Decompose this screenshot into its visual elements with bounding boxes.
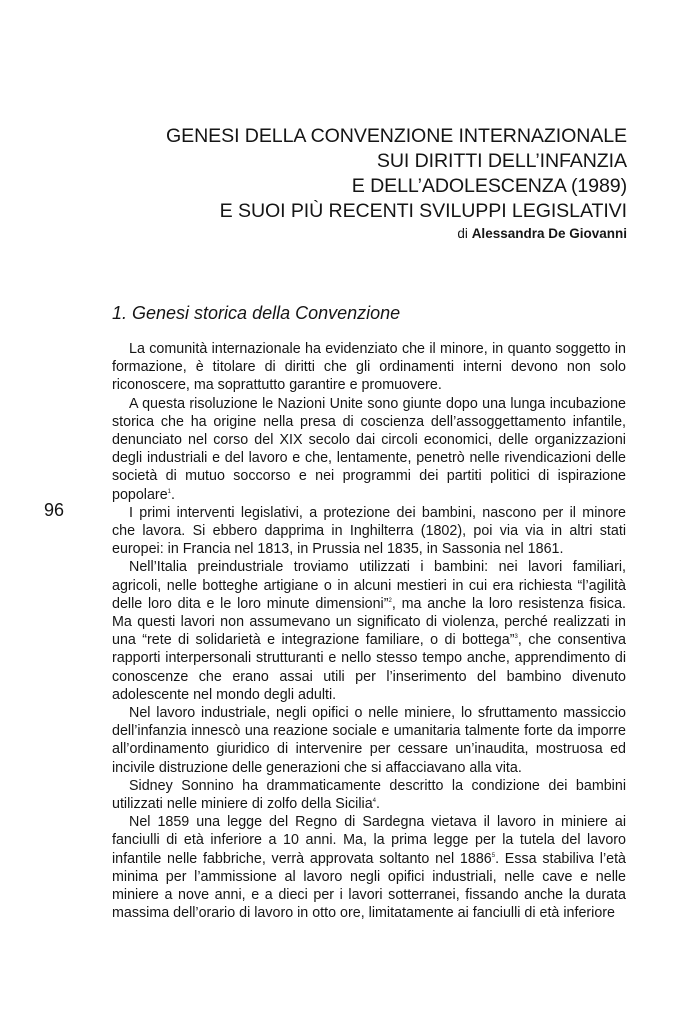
page-number: 96 bbox=[44, 500, 65, 520]
body-text bbox=[112, 340, 626, 923]
paragraph bbox=[112, 340, 626, 395]
paragraph bbox=[112, 777, 626, 813]
paragraph bbox=[112, 813, 626, 922]
paragraph-text: , ma anche la loro resistenza fisica. Ma questi lavori non assumevano un significato di violenza, perché realizzati in una “rete di solidarietà e integrazione familiare, o di bottega” bbox=[112, 595, 626, 649]
byline-prefix: di bbox=[457, 226, 468, 241]
paragraph-text: Sidney Sonnino ha drammaticamente descritto la condizione dei bambini utilizzati nelle miniere di zolfo della Sicilia bbox=[112, 777, 626, 813]
author-name: Alessandra De Giovanni bbox=[471, 226, 627, 241]
paragraph-text: Nel lavoro industriale, negli opifici o nelle miniere, lo sfruttamento massiccio dell’infanzia innescò una reazione sociale e umanitaria talmente forte da imporre all’ordinamento giuridico di intervenire per cessare un’inaudita, mostruosa ed incivile distruzione delle generazioni che si affacciavano alla vita. bbox=[112, 705, 626, 776]
paragraph-text: La comunità internazionale ha evidenziato che il minore, in quanto soggetto in formazione, è titolare di diritti che gli ordinamenti interni devono non solo riconoscere, ma soprattutto garantire e promuovere. bbox=[112, 341, 626, 394]
section-heading: 1. Genesi storica della Convenzione bbox=[112, 303, 401, 323]
paragraph-text: A questa risoluzione le Nazioni Unite sono giunte dopo una lunga incubazione storica che ha origine nella presa di coscienza dell’assoggettamento infantile, denunciato nel corso del XIX secolo dai circoli economici, delle organizzazioni degli industriali e del lavoro e che, lentamente, penetrò nelle rivendicazioni delle società di mutuo soccorso e nei programmi dei partiti politici di ispirazione popolare bbox=[112, 395, 626, 503]
footnote-ref: 2 bbox=[388, 597, 392, 604]
article-title bbox=[87, 124, 627, 243]
paragraph bbox=[112, 504, 626, 559]
byline bbox=[87, 225, 627, 243]
paragraph-text: , che consentiva rapporti interpersonali strutturanti e nello stesso tempo anche, apprendimento di conoscenze che erano assai utili per l’inserimento del bambino divenuto adolescente nel mondo degli adulti. bbox=[112, 632, 626, 703]
footnote-ref: 4 bbox=[372, 798, 376, 805]
footnote-ref: 1 bbox=[167, 488, 171, 495]
paragraph-text: . bbox=[375, 796, 380, 813]
paragraph-text: . Essa stabiliva l’età minima per l’ammissione al lavoro negli opifici industriali, nelle cave e nelle miniere a nove anni, e a dieci per i lavori sotterranei, fissando anche la durata massima dell’orario di lavoro in otto ore, limitatamente ai fanciulli di età inferiore bbox=[112, 850, 626, 922]
paragraph bbox=[112, 704, 626, 777]
title-line: SUI DIRITTI DELL’INFANZIA bbox=[376, 150, 627, 172]
paragraph-text: Nell’Italia preindustriale troviamo utilizzati i bambini: nei lavori familiari, agricoli, nelle botteghe artigiane o in alcuni mestieri in cui era richiesta “l’agilità delle loro dita e le loro minute dimensioni” bbox=[112, 559, 626, 612]
paragraph-text: Nel 1859 una legge del Regno di Sardegna vietava il lavoro in miniere ai fanciulli di età inferiore a 10 anni. Ma, la prima legge per la tutela del lavoro infantile nelle fabbriche, verrà approvata soltanto nel 1886 bbox=[112, 814, 626, 867]
paragraph-text: . bbox=[171, 486, 175, 503]
title-line: E SUOI PIÙ RECENTI SVILUPPI LEGISLATIVI bbox=[219, 200, 627, 222]
paragraph bbox=[112, 558, 626, 704]
title-line: E DELL’ADOLESCENZA (1989) bbox=[351, 175, 627, 197]
footnote-ref: 3 bbox=[514, 634, 518, 641]
paragraph bbox=[112, 395, 626, 504]
footnote-ref: 5 bbox=[491, 852, 496, 859]
title-line: GENESI DELLA CONVENZIONE INTERNAZIONALE bbox=[165, 125, 627, 147]
paragraph-text: I primi interventi legislativi, a protezione dei bambini, nascono per il minore che lavora. Si ebbero dapprima in Inghilterra (1802), poi via via in altri stati europei: in Francia nel 1813, in Prussia nel 1835, in Sassonia nel 1861. bbox=[112, 504, 626, 558]
